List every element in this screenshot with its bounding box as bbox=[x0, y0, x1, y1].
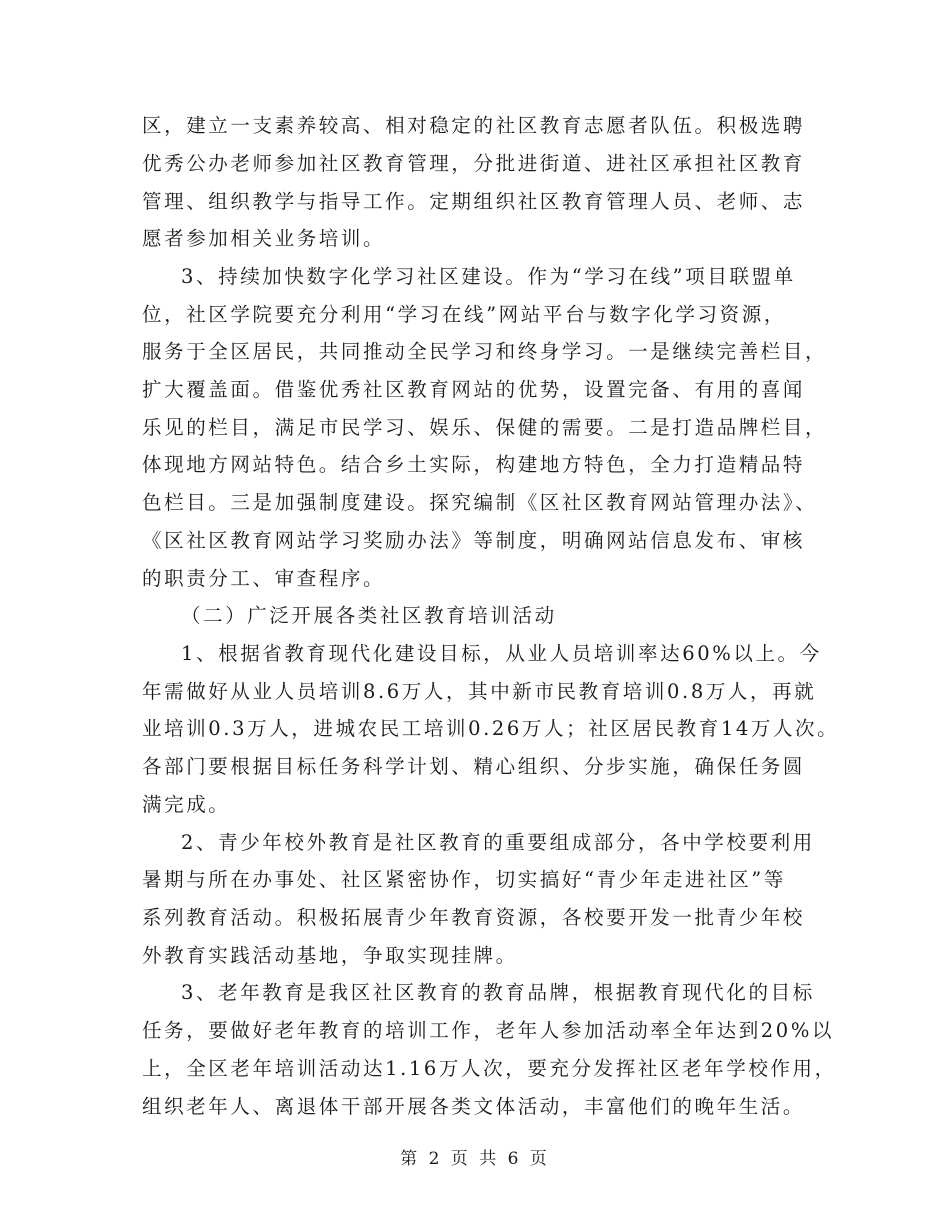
body-text-line: 满完成。 bbox=[142, 793, 231, 816]
body-text-line: 3、老年教育是我区社区教育的教育品牌，根据教育现代化的目标 bbox=[181, 981, 815, 1004]
body-text-line: 扩大覆盖面。借鉴优秀社区教育网站的优势，设置完备、有用的喜闻 bbox=[142, 378, 806, 401]
body-text-line: 暑期与所在办事处、社区紧密协作，切实搞好“青少年走进社区”等 bbox=[142, 868, 786, 891]
body-text-line: 的职责分工、审查程序。 bbox=[142, 567, 386, 590]
body-text-line: 组织老年人、离退体干部开展各类文体活动，丰富他们的晚年生活。 bbox=[142, 1095, 806, 1118]
body-text-line: 服务于全区居民，共同推动全民学习和终身学习。一是继续完善栏目， bbox=[142, 340, 828, 363]
body-text-line: 1、根据省教育现代化建设目标，从业人员培训率达60%以上。今 bbox=[181, 642, 822, 665]
body-text-line: 各部门要根据目标任务科学计划、精心组织、分步实施，确保任务圆 bbox=[142, 755, 806, 778]
body-text-line: 乐见的栏目，满足市民学习、娱乐、保健的需要。二是打造品牌栏目， bbox=[142, 416, 828, 439]
body-text-line: 系列教育活动。积极拓展青少年教育资源，各校要开发一批青少年校 bbox=[142, 906, 806, 929]
section-heading: （二）广泛开展各类社区教育培训活动 bbox=[181, 604, 557, 627]
body-text-line: 区，建立一支素养较高、相对稳定的社区教育志愿者队伍。积极选聘 bbox=[142, 114, 806, 137]
body-text-line: 优秀公办老师参加社区教育管理，分批进街道、进社区承担社区教育 bbox=[142, 152, 806, 175]
body-text-line: 任务，要做好老年教育的培训工作，老年人参加活动率全年达到20%以 bbox=[142, 1019, 835, 1042]
body-text-line: 业培训0.3万人，进城农民工培训0.26万人；社区居民教育14万人次。 bbox=[142, 717, 840, 740]
body-text-line: 管理、组织教学与指导工作。定期组织社区教育管理人员、老师、志 bbox=[142, 190, 806, 213]
body-text-line: 体现地方网站特色。结合乡土实际，构建地方特色，全力打造精品特 bbox=[142, 453, 806, 476]
body-text-line: 3、持续加快数字化学习社区建设。作为“学习在线”项目联盟单 bbox=[181, 265, 796, 288]
body-text-line: 《区社区教育网站学习奖励办法》等制度，明确网站信息发布、审核 bbox=[142, 529, 806, 552]
body-text-line: 年需做好从业人员培训8.6万人，其中新市民教育培训0.8万人，再就 bbox=[142, 680, 817, 703]
body-text-line: 愿者参加相关业务培训。 bbox=[142, 227, 386, 250]
page-footer: 第 2 页 共 6 页 bbox=[400, 1149, 550, 1169]
body-text-line: 2、青少年校外教育是社区教育的重要组成部分，各中学校要利用 bbox=[181, 831, 815, 854]
body-text-line: 上，全区老年培训活动达1.16万人次，要充分发挥社区老年学校作用， bbox=[142, 1057, 837, 1080]
body-text-line: 色栏目。三是加强制度建设。探究编制《区社区教育网站管理办法》、 bbox=[142, 491, 818, 514]
body-text-line: 外教育实践活动基地，争取实现挂牌。 bbox=[142, 944, 518, 967]
body-text-line: 位，社区学院要充分利用“学习在线”网站平台与数字化学习资源， bbox=[142, 303, 786, 326]
